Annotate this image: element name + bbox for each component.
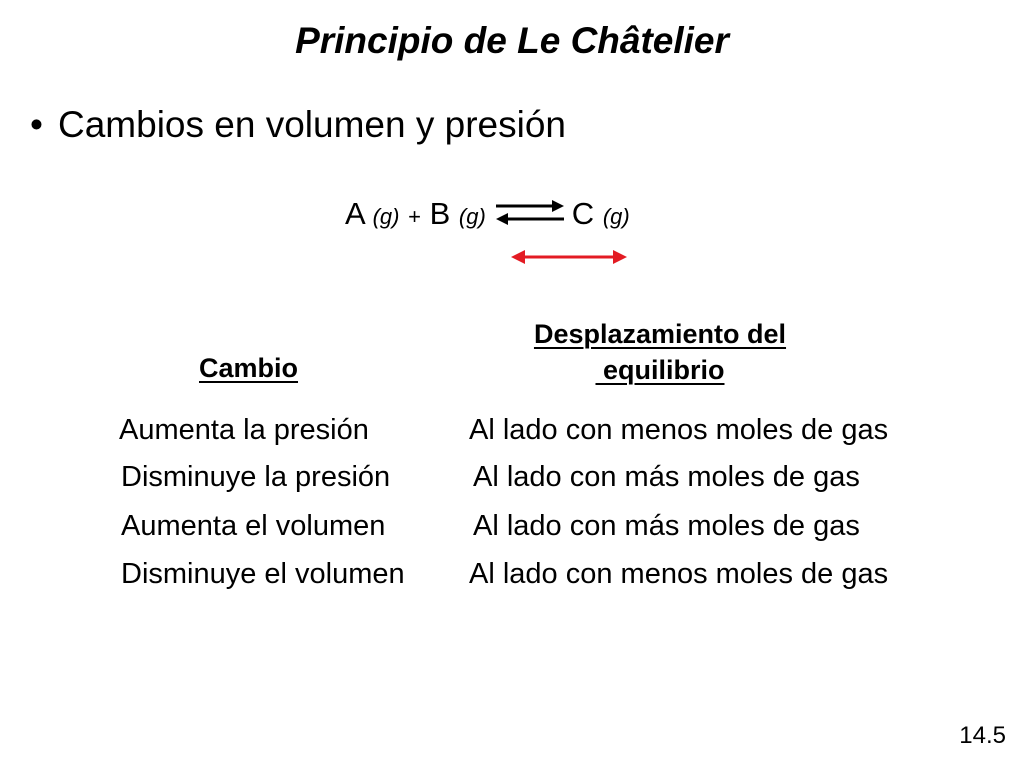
row-change: Aumenta la presión [119, 414, 369, 446]
species-a: A [345, 196, 364, 231]
bullet-icon: • [30, 104, 43, 145]
species-b: B [429, 196, 451, 231]
row-shift: Al lado con menos moles de gas [469, 558, 889, 590]
column-header-shift-line2: equilibrio [595, 355, 725, 385]
equilibrium-arrows-icon [494, 192, 566, 236]
bullet-point [30, 102, 566, 148]
row-change: Disminuye el volumen [121, 558, 405, 590]
row-change: Aumenta el volumen [121, 510, 386, 542]
chemical-equation [345, 192, 630, 236]
bullet-text: Cambios en volumen y presión [58, 104, 566, 145]
row-change: Disminuye la presión [121, 461, 391, 493]
slide-title: Principio de Le Châtelier [295, 20, 729, 61]
row-shift: Al lado con más moles de gas [473, 510, 860, 542]
state-b: (g) [458, 204, 486, 229]
column-header-change: Cambio [199, 353, 299, 383]
row-shift: Al lado con menos moles de gas [469, 414, 889, 446]
double-headed-arrow-icon [510, 247, 628, 267]
state-a: (g) [372, 204, 400, 229]
species-c: C [571, 196, 595, 231]
state-c: (g) [602, 204, 630, 229]
slide-number: 14.5 [959, 722, 1006, 749]
column-header-shift [460, 316, 860, 388]
row-shift: Al lado con más moles de gas [473, 461, 860, 493]
column-header-shift-line1: Desplazamiento del [533, 319, 787, 349]
plus-sign: + [408, 204, 421, 229]
